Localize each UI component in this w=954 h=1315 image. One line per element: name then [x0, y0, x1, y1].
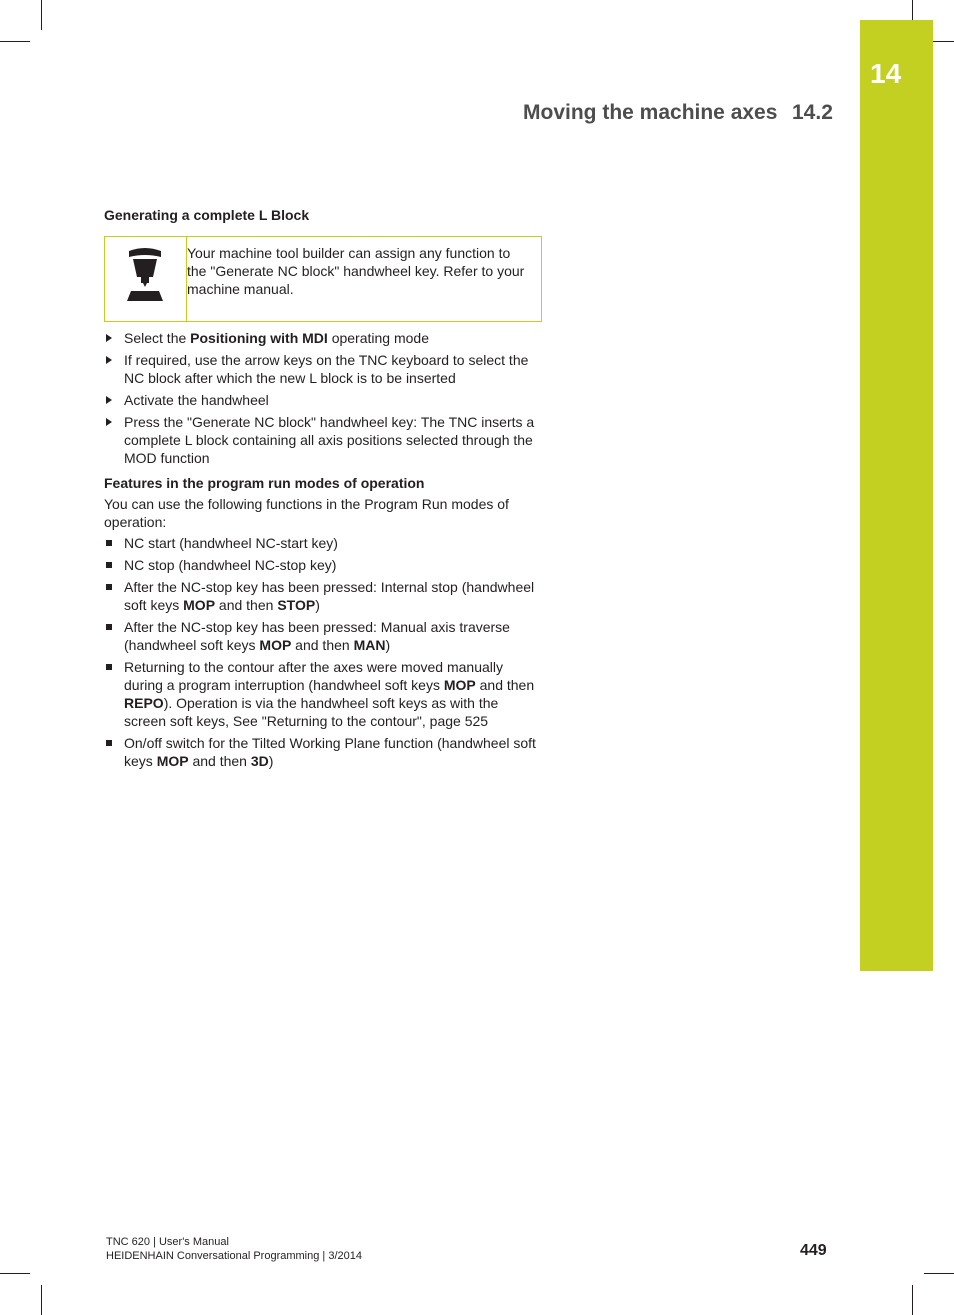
- softkey-name: MOP: [259, 637, 292, 653]
- square-bullet-icon: [106, 664, 112, 670]
- triangle-bullet-icon: [106, 334, 112, 342]
- step-text: Press the "Generate NC block" handwheel key: The TNC inserts a complete L block containing all axis positions selected through the MOD function: [124, 414, 535, 466]
- softkey-name: REPO: [124, 695, 164, 711]
- crop-mark: [41, 0, 42, 30]
- step-list: [104, 329, 544, 467]
- crop-mark: [912, 1285, 913, 1315]
- softkey-name: MOP: [183, 597, 216, 613]
- footer-line-publisher: HEIDENHAIN Conversational Programming | 3/2014: [106, 1250, 362, 1262]
- page-number: 449: [800, 1242, 827, 1259]
- footer-info: [106, 1235, 362, 1263]
- triangle-bullet-icon: [106, 356, 112, 364]
- chapter-tab: [860, 20, 933, 971]
- item-text: After the NC-stop key has been pressed: Internal stop (handwheel soft keys: [124, 579, 535, 613]
- item-text: and then: [475, 677, 535, 693]
- crop-mark: [924, 1273, 954, 1274]
- intro-paragraph: You can use the following functions in the Program Run modes of operation:: [104, 496, 509, 530]
- item-text: NC start (handwheel NC-start key): [124, 535, 338, 551]
- step-text: Activate the handwheel: [124, 392, 269, 408]
- page-body: [104, 206, 544, 774]
- section-heading: Features in the program run modes of operation: [104, 475, 425, 491]
- softkey-name: MAN: [353, 637, 386, 653]
- square-bullet-icon: [106, 562, 112, 568]
- chapter-number: 14: [870, 58, 902, 89]
- running-header-section: 14.2: [792, 101, 833, 124]
- list-item: [104, 578, 544, 614]
- square-bullet-icon: [106, 740, 112, 746]
- list-item: [104, 658, 544, 730]
- item-text: ): [315, 597, 320, 613]
- item-text: and then: [188, 753, 251, 769]
- list-item: [104, 534, 544, 552]
- list-item: [104, 618, 544, 654]
- item-text: ). Operation is via the handwheel soft keys as with the screen soft keys, See "Returning to the contour", page 525: [124, 695, 499, 729]
- square-bullet-icon: [106, 624, 112, 630]
- item-text: ): [385, 637, 391, 653]
- list-item: [104, 329, 544, 347]
- item-text: and then: [215, 597, 278, 613]
- list-item: [104, 413, 544, 467]
- machine-tool-note-icon: [125, 247, 165, 302]
- crop-mark: [0, 1273, 30, 1274]
- triangle-bullet-icon: [106, 418, 112, 426]
- note-text: Your machine tool builder can assign any function to the "Generate NC block" handwheel key. Refer to your machine manual.: [187, 245, 525, 297]
- item-text: ): [268, 753, 274, 769]
- square-bullet-icon: [106, 584, 112, 590]
- step-text: If required, use the arrow keys on the TNC keyboard to select the NC block after which the new L block is to be inserted: [124, 352, 529, 386]
- list-item: [104, 734, 544, 770]
- list-item: [104, 556, 544, 574]
- crop-mark: [0, 41, 30, 42]
- running-header-title: Moving the machine axes: [523, 101, 778, 124]
- item-text: After the NC-stop key has been pressed: Manual axis traverse (handwheel soft keys: [124, 619, 510, 653]
- softkey-name: 3D: [250, 753, 269, 769]
- step-text: Select the: [124, 330, 191, 346]
- list-item: [104, 351, 544, 387]
- softkey-name: MOP: [443, 677, 476, 693]
- section-heading: Generating a complete L Block: [104, 207, 310, 223]
- crop-mark: [41, 1285, 42, 1315]
- list-item: [104, 391, 544, 409]
- step-text: operating mode: [327, 330, 429, 346]
- softkey-name: MOP: [156, 753, 189, 769]
- item-text: NC stop (handwheel NC-stop key): [124, 557, 337, 573]
- step-bold: Positioning with MDI: [190, 330, 328, 346]
- note-box: [104, 236, 542, 322]
- item-text: On/off switch for the Tilted Working Plane function (handwheel soft keys: [124, 735, 536, 769]
- triangle-bullet-icon: [106, 396, 112, 404]
- softkey-name: STOP: [277, 597, 316, 613]
- square-bullet-icon: [106, 540, 112, 546]
- feature-list: [104, 534, 544, 770]
- item-text: and then: [291, 637, 354, 653]
- footer-line-manual: TNC 620 | User's Manual: [106, 1236, 229, 1248]
- item-text: Returning to the contour after the axes were moved manually during a program interruption (handwheel soft keys: [124, 659, 503, 693]
